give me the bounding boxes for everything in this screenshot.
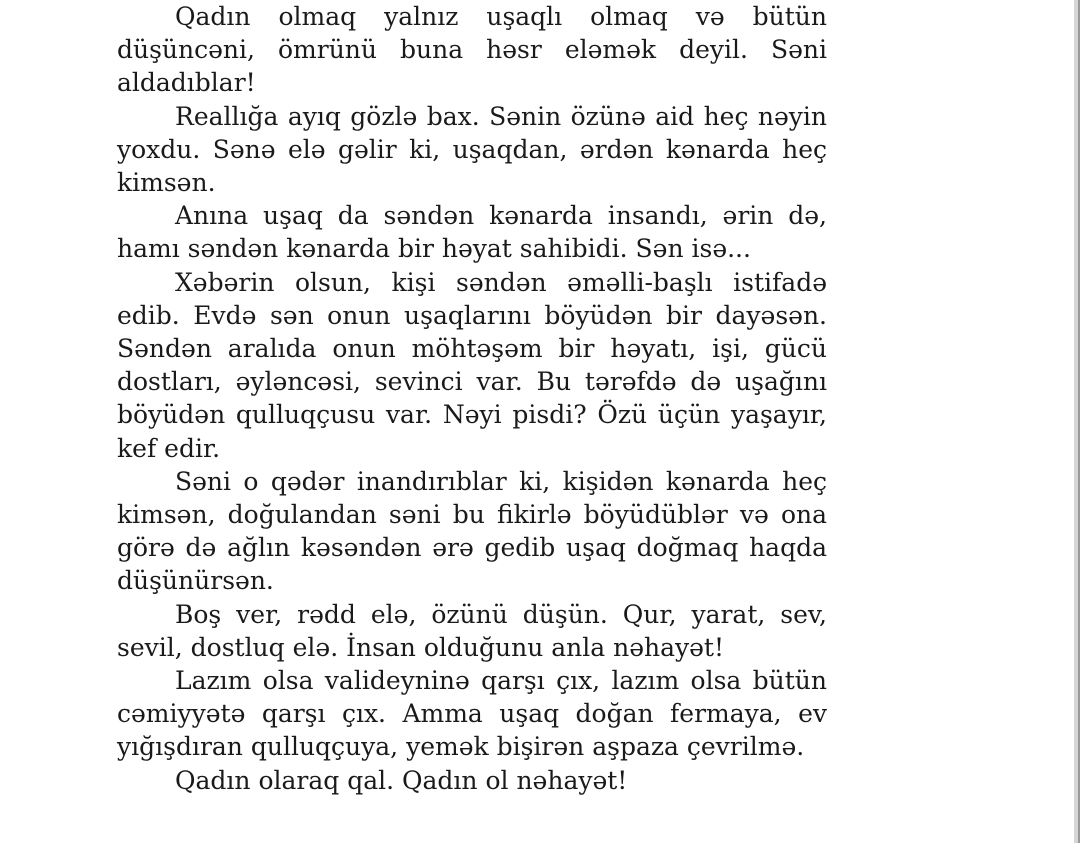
paragraph-6: Boş ver, rədd elə, özünü düşün. Qur, yarat, sev, sevil, dostluq elə. İnsan olduğunu anla nəhayət! [117, 599, 827, 662]
paragraph-2: Reallığa ayıq gözlə bax. Sənin özünə aid heç nəyin yoxdu. Sənə elə gəlir ki, uşaqdan, ərdən kənarda heç kimsən. [117, 101, 827, 198]
text-body [117, 0, 827, 797]
paragraph-8: Qadın olaraq qal. Qadın ol nəhayət! [175, 765, 628, 795]
paragraph-1: Qadın olmaq yalnız uşaqlı olmaq və bütün düşüncəni, ömrünü buna həsr eləmək deyil. Səni aldadıblar! [117, 2, 827, 98]
paragraph-3: Anına uşaq da səndən kənarda insandı, ərin də, hamı səndən kənarda bir həyat sahibidi. Sən isə... [117, 201, 827, 264]
paragraph-4: Xəbərin olsun, kişi səndən əməlli-başlı istifadə edib. Evdə sən onun uşaqlarını böyüdən bir dayəsən. Səndən aralıda onun möhtəşəm bir həyatı, işi, gücü dostları, əyləncəsi, sevinci var. Bu tərəfdə də uşağını böyüdən qulluqçusu var. Nəyi pisdi? Özü üçün yaşayır, kef edir. [117, 267, 827, 463]
paragraph-5: Səni o qədər inandırıblar ki, kişidən kənarda heç kimsən, doğulandan səni bu fikirlə böyüdüblər və ona görə də ağlın kəsəndən ərə gedib uşaq doğmaq haqda düşünürsən. [117, 466, 827, 596]
paragraph-7: Lazım olsa valideyninə qarşı çıx, lazım olsa bütün cəmiyyətə qarşı çıx. Amma uşaq doğan fermaya, ev yığışdıran qulluqçuya, yemək bişirən aşpaza çevrilmə. [117, 666, 827, 762]
